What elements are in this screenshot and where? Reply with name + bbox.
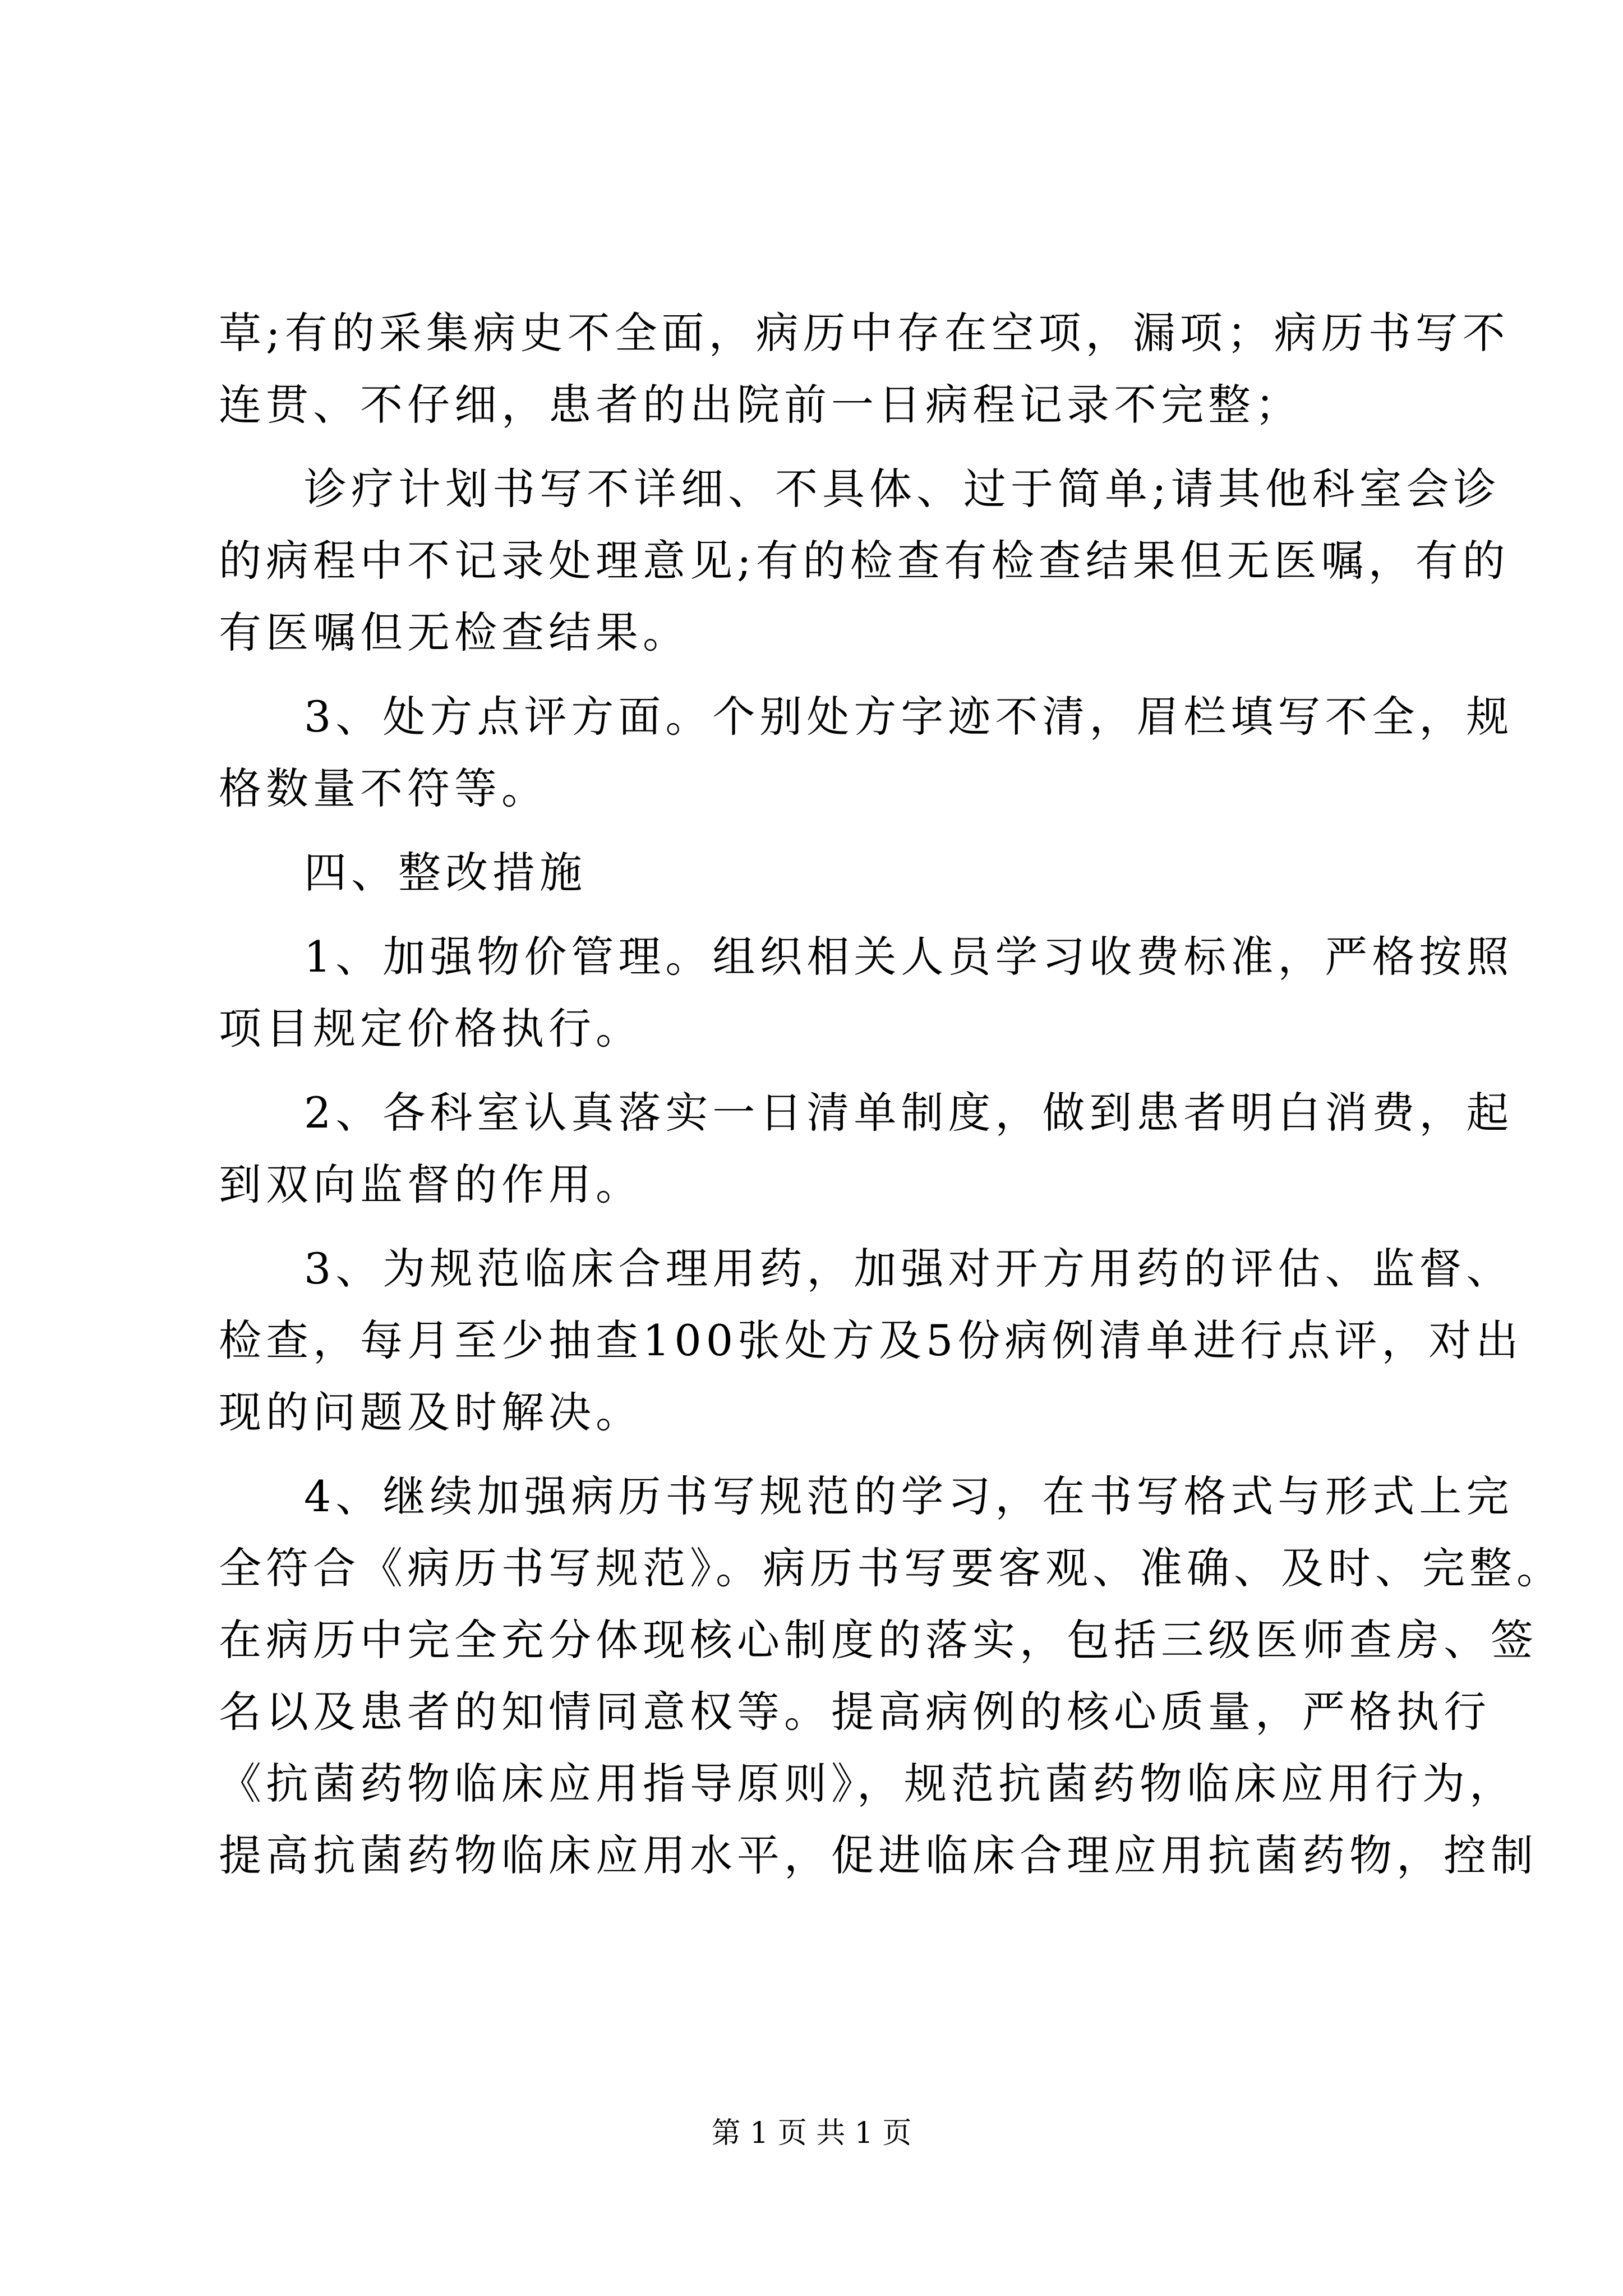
- text-line: 名以及患者的知情同意权等。提高病例的核心质量，严格执行: [219, 1687, 1491, 1737]
- page-footer: [0, 2109, 1623, 2151]
- section-heading: 四、整改措施: [304, 848, 587, 898]
- text-line: 草;有的采集病史不全面，病历中存在空项，漏项；病历书写不: [219, 308, 1510, 358]
- text-line: 有医嘱但无检查结果。: [219, 608, 690, 657]
- text-line: 的病程中不记录处理意见;有的检查有检查结果但无医嘱，有的: [219, 536, 1510, 586]
- page-number: 第 1 页 共 1 页: [711, 2116, 912, 2150]
- document-body: [219, 297, 1564, 1892]
- text-line: 1、加强物价管理。组织相关人员学习收费标准，严格按照: [304, 932, 1514, 982]
- text-line: 3、处方点评方面。个别处方字迹不清，眉栏填写不全，规: [304, 692, 1514, 742]
- text-line: 项目规定价格执行。: [219, 1004, 643, 1053]
- text-line: 连贯、不仔细，患者的出院前一日病程记录不完整；: [219, 380, 1302, 430]
- text-line: 格数量不符等。: [219, 763, 548, 813]
- text-line: 2、各科室认真落实一日清单制度，做到患者明白消费，起: [304, 1088, 1514, 1138]
- text-line: 《抗菌药物临床应用指导原则》，规范抗菌药物临床应用行为，: [219, 1759, 1516, 1809]
- text-line: 在病历中完全充分体现核心制度的落实，包括三级医师查房、签: [219, 1615, 1538, 1665]
- text-line: 诊疗计划书写不详细、不具体、过于简单;请其他科室会诊: [304, 464, 1501, 514]
- text-line: 提高抗菌药物临床应用水平，促进临床合理应用抗菌药物，控制: [219, 1830, 1538, 1880]
- text-line: 3、为规范临床合理用药，加强对开方用药的评估、监督、: [304, 1244, 1514, 1294]
- text-line: 全符合《病历书写规范》。病历书写要客观、准确、及时、完整。: [219, 1543, 1564, 1593]
- text-line: 4、继续加强病历书写规范的学习，在书写格式与形式上完: [304, 1471, 1514, 1521]
- text-line: 现的问题及时解决。: [219, 1387, 643, 1437]
- text-line: 检查，每月至少抽查100张处方及5份病例清单进行点评，对出: [219, 1315, 1523, 1365]
- text-line: 到双向监督的作用。: [219, 1159, 643, 1209]
